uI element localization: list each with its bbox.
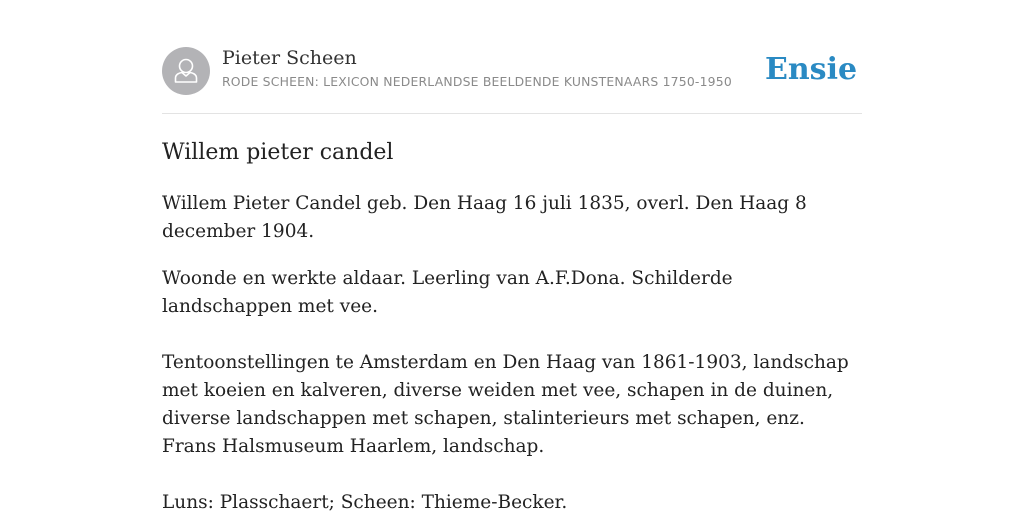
article-title: Willem pieter candel (162, 140, 394, 165)
author-name[interactable]: Pieter Scheen (222, 47, 357, 69)
article-body (162, 190, 862, 512)
article-paragraph: Willem Pieter Candel geb. Den Haag 16 juli 1835, overl. Den Haag 8 december 1904. (162, 193, 807, 242)
source-title[interactable]: RODE SCHEEN: LEXICON NEDERLANDSE BEELDENDE KUNSTENAARS 1750-1950 (222, 74, 732, 89)
article-header (162, 46, 862, 96)
article-paragraph: Luns: Plasschaert; Scheen: Thieme-Becker. (162, 492, 568, 512)
ensie-logo[interactable]: Ensie (765, 52, 858, 87)
user-avatar-icon[interactable] (162, 47, 210, 95)
article-paragraph: Tentoonstellingen te Amsterdam en Den Haag van 1861-1903, landschap met koeien en kalveren, diverse weiden met vee, schapen in de duinen, diverse landschappen met schapen, stalinterieurs met schapen, enz. Frans Halsmuseum Haarlem, landschap. (162, 352, 849, 457)
header-divider (162, 113, 862, 114)
article-paragraph: Woonde en werkte aldaar. Leerling van A.F.Dona. Schilderde landschappen met vee. (162, 268, 733, 317)
